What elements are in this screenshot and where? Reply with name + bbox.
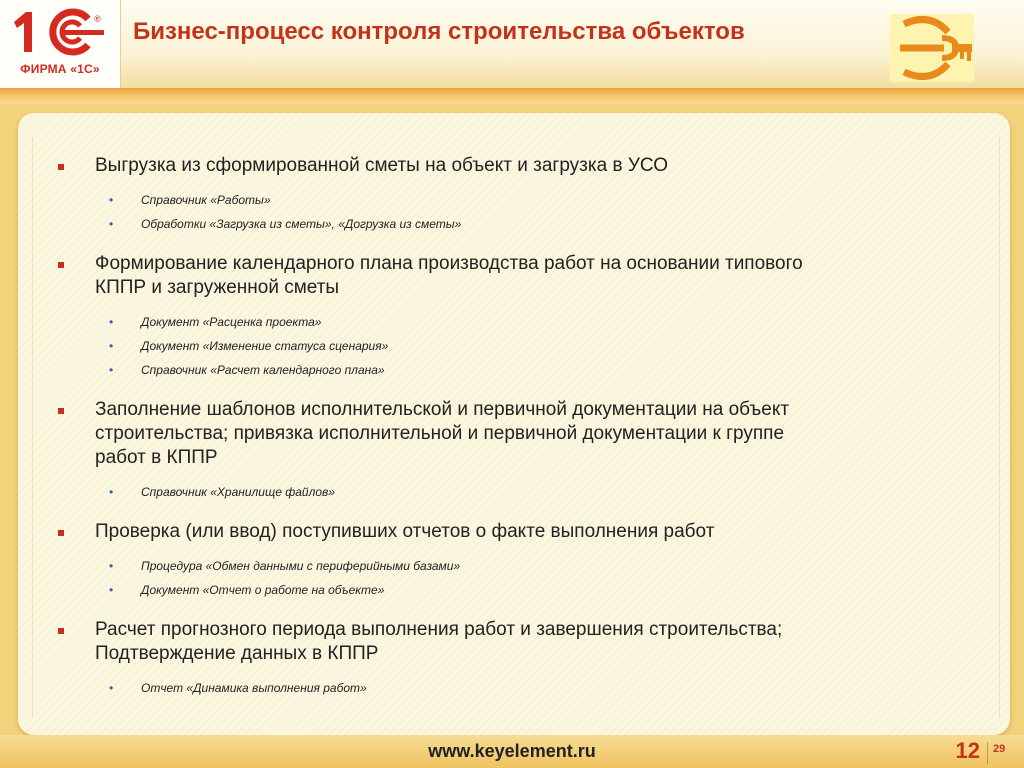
sub-bullet-item: Документ «Расценка проекта» bbox=[141, 315, 322, 329]
bullet-item bbox=[95, 520, 965, 544]
bullet-line: Выгрузка из сформированной сметы на объект и загрузка в УСО bbox=[95, 155, 668, 176]
page-title: Бизнес-процесс контроля строительства объектов bbox=[133, 18, 745, 45]
bullet-item bbox=[95, 252, 965, 300]
sub-bullet-item: Справочник «Хранилище файлов» bbox=[141, 485, 335, 499]
bullet-item bbox=[95, 618, 965, 666]
1c-logo-icon bbox=[0, 0, 120, 62]
bullet-line: Проверка (или ввод) поступивших отчетов о факте выполнения работ bbox=[95, 521, 715, 542]
bullet-marker-icon bbox=[58, 408, 64, 414]
bullet-marker-icon bbox=[58, 530, 64, 536]
bullet-line: КППР и загруженной сметы bbox=[95, 277, 340, 298]
bullet-item bbox=[95, 398, 965, 470]
key-element-logo-icon bbox=[890, 14, 974, 82]
bullet-line: работ в КППР bbox=[95, 447, 218, 468]
header-band bbox=[0, 88, 1024, 104]
sub-bullet-marker-icon: • bbox=[109, 583, 114, 597]
bullet-item bbox=[95, 154, 965, 178]
sub-bullet-item: Документ «Отчет о работе на объекте» bbox=[141, 583, 385, 597]
registered-mark: ® bbox=[94, 14, 101, 24]
page-divider bbox=[987, 742, 988, 764]
bullet-marker-icon bbox=[58, 164, 64, 170]
bullet-line: Заполнение шаблонов исполнительской и первичной документации на объект bbox=[95, 399, 790, 420]
sub-bullet-item: Справочник «Работы» bbox=[141, 193, 271, 207]
sub-bullet-item: Обработки «Загрузка из сметы», «Догрузка из сметы» bbox=[141, 217, 462, 231]
sub-bullet-marker-icon: • bbox=[109, 193, 114, 207]
1c-logo bbox=[0, 0, 121, 88]
bullet-line: Формирование календарного плана производства работ на основании типового bbox=[95, 253, 803, 274]
sub-bullet-marker-icon: • bbox=[109, 217, 114, 231]
sub-bullet-item: Справочник «Расчет календарного плана» bbox=[141, 363, 385, 377]
sub-bullet-marker-icon: • bbox=[109, 559, 114, 573]
sub-bullet-item: Процедура «Обмен данными с периферийными базами» bbox=[141, 559, 461, 573]
sub-bullet-marker-icon: • bbox=[109, 339, 114, 353]
site-link[interactable]: www.keyelement.ru bbox=[428, 741, 596, 761]
page-number: 12 bbox=[955, 738, 980, 763]
key-element-logo bbox=[890, 14, 974, 82]
sub-bullet-marker-icon: • bbox=[109, 363, 114, 377]
bullet-line: Подтверждение данных в КППР bbox=[95, 643, 379, 664]
sub-bullet-marker-icon: • bbox=[109, 315, 114, 329]
sub-bullet-marker-icon: • bbox=[109, 485, 114, 499]
bullet-marker-icon bbox=[58, 628, 64, 634]
logo-caption: ФИРМА «1С» bbox=[20, 62, 100, 76]
bullet-line: строительства; привязка исполнительной и первичной документации к группе bbox=[95, 423, 785, 444]
slide-number: 29 bbox=[993, 743, 1006, 755]
sub-bullet-item: Документ «Изменение статуса сценария» bbox=[141, 339, 389, 353]
bullet-line: Расчет прогнозного периода выполнения работ и завершения строительства; bbox=[95, 619, 783, 640]
sub-bullet-item: Отчет «Динамика выполнения работ» bbox=[141, 681, 367, 695]
sub-bullet-marker-icon: • bbox=[109, 681, 114, 695]
bullet-marker-icon bbox=[58, 262, 64, 268]
